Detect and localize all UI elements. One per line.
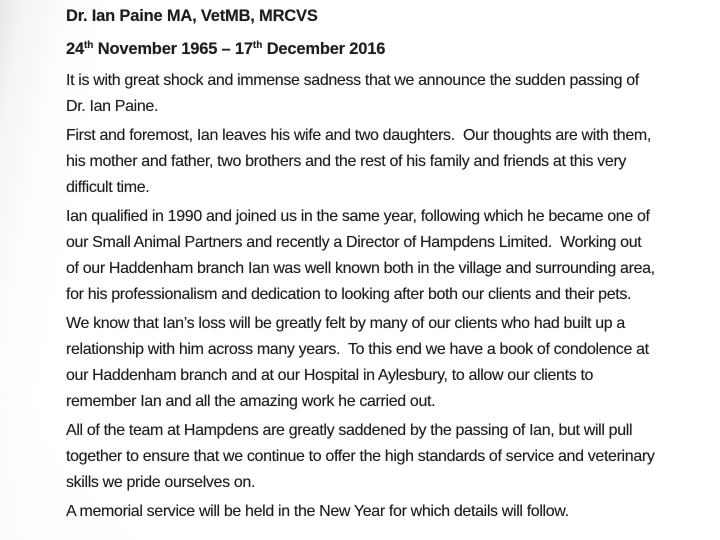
paragraph-condolence-book: We know that Ian’s loss will be greatly felt by many of our clients who had built up a relationship with him across many years. To this end we have a book of condolence at our Haddenham branch and at our Hospital in Aylesbury, to allow our clients to remember Ian and all the amazing work he carried out.	[66, 315, 653, 410]
birth-ordinal-suffix: th	[83, 40, 94, 51]
dates-end: December 2016	[262, 40, 386, 58]
birth-day: 24	[66, 40, 84, 58]
life-dates	[66, 33, 674, 62]
paragraph-family: First and foremost, Ian leaves his wife and two daughters. Our thoughts are with them, his mother and father, two brothers and the rest of his family and friends at this very difficult time.	[66, 127, 656, 196]
paragraph-team: All of the team at Hampdens are greatly saddened by the passing of Ian, but will pull together to ensure that we continue to offer the high standards of service and veterinary skills we pride ourselves on.	[66, 422, 659, 491]
paragraph-career: Ian qualified in 1990 and joined us in the same year, following which he became one of our Small Animal Partners and recently a Director of Hampdens Limited. Working out of our Haddenham branch Ian was well known both in the village and surrounding area, for his professionalism and dedication to looking after both our clients and their pets.	[66, 208, 659, 303]
document-title: Dr. Ian Paine MA, VetMB, MRCVS	[66, 7, 318, 25]
paragraph-announcement: It is with great shock and immense sadness that we announce the sudden passing of Dr. Ian Paine.	[66, 72, 644, 115]
death-ordinal-suffix: th	[252, 40, 263, 51]
paragraph-memorial-service: A memorial service will be held in the New Year for which details will follow.	[66, 503, 569, 520]
dates-middle: November 1965 – 17	[93, 40, 253, 58]
